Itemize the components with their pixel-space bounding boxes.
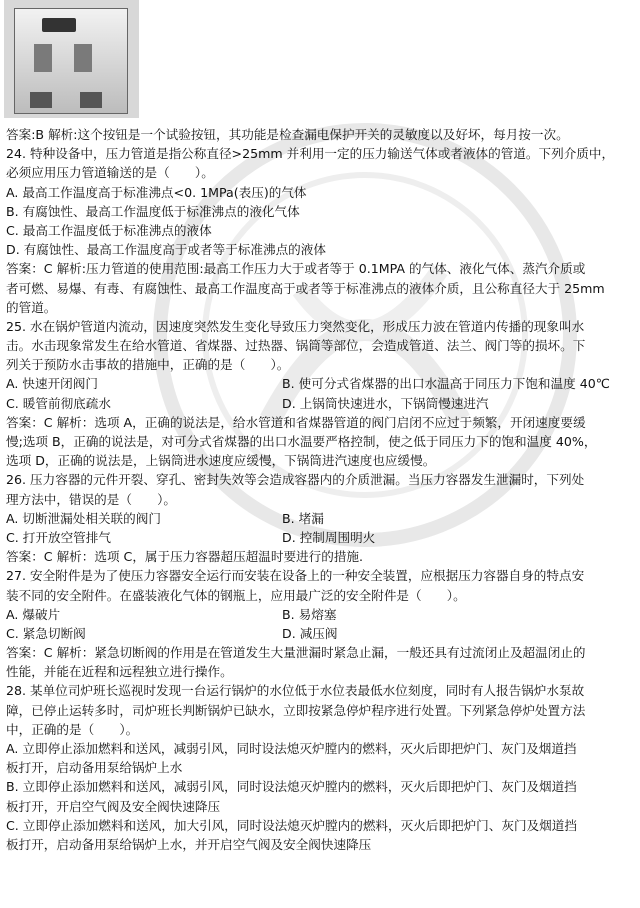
option-text: B. 易熔塞 — [282, 606, 337, 622]
option-row — [6, 605, 636, 624]
option-text: C. 紧急切断阀 — [6, 625, 86, 641]
test-button — [42, 18, 76, 32]
option-text: D. 控制周围明火 — [282, 529, 376, 545]
text-line: 27. 安全附件是为了使压力容器安全运行而安装在设备上的一种安全装置，应根据压力容器自身的特点安 — [6, 568, 585, 584]
circuit-breaker-photo — [4, 0, 139, 118]
text-line: 中，正确的是（ ）。 — [6, 721, 139, 737]
text-line: 障，已停止运转多时，司炉班长判断锅炉已缺水，立即按紧急停炉程序进行处置。下列紧急停炉处置方法 — [6, 702, 586, 718]
text-line: 板打开，启动备用泵给锅炉上水 — [6, 760, 183, 776]
text-line: 列关于预防水击事故的措施中，正确的是（ ）。 — [6, 357, 290, 373]
text-line: A. 最高工作温度高于标准沸点<0. 1MPa(表压)的气体 — [6, 184, 307, 200]
text-line: 性能，并能在近程和远程独立进行操作。 — [6, 664, 233, 680]
text-line: 者可燃、易爆、有毒、有腐蚀性、最高工作温度高于或者等于标准沸点的液体介质，且公称直径大于 25mm — [6, 280, 605, 296]
text-line: 25. 水在锅炉管道内流动，因速度突然发生变化导致压力突然变化，形成压力波在管道内传播的现象叫水 — [6, 318, 585, 334]
option-text: B. 堵漏 — [282, 510, 324, 526]
text-line: 慢;选项 B，正确的说法是，对可分式省煤器的出口水温要严格控制，使之低于同压力下的饱和温度 40%， — [6, 434, 597, 449]
text-line: 答案：C 解析：紧急切断阀的作用是在管道发生大量泄漏时紧急止漏，一般还具有过流闭止及超温闭止的 — [6, 645, 586, 661]
option-text: C. 打开放空管排气 — [6, 529, 111, 545]
option-row — [6, 528, 636, 547]
text-line: 选项 D，正确的说法是，上锅筒进水速度应缓慢，下锅筒进汽速度也应缓慢。 — [6, 453, 436, 469]
option-row — [6, 509, 636, 528]
terminal-left — [30, 92, 52, 108]
text-line: 答案：C 解析：选项 A，正确的说法是，给水管道和省煤器管道的阀门启闭不应过于频繁，开闭速度要缓 — [6, 414, 586, 430]
text-line: A. 立即停止添加燃料和送风，减弱引风，同时设法熄灭炉膛内的燃料，灭火后即把炉门、灰门及烟道挡 — [6, 741, 577, 756]
option-row — [6, 374, 636, 393]
terminal-right — [80, 92, 102, 108]
text-line: 24. 特种设备中，压力管道是指公称直径>25mm 并利用一定的压力输送气体或者液体的管道。下列介质中， — [6, 146, 615, 162]
option-text: A. 快速开闭阀门 — [6, 376, 98, 392]
text-line: C. 最高工作温度低于标准沸点的液体 — [6, 222, 212, 238]
option-row — [6, 624, 636, 643]
text-line: 答案:B 解析:这个按钮是一个试验按钮，其功能是检查漏电保护开关的灵敏度以及好坏，每月按一次。 — [6, 127, 569, 142]
text-line: 的管道。 — [6, 299, 57, 315]
text-line: D. 有腐蚀性、最高工作温度高于或者等于标准沸点的液体 — [6, 242, 326, 258]
option-row — [6, 394, 636, 413]
option-text: C. 暖管前彻底疏水 — [6, 395, 111, 411]
text-line: C. 立即停止添加燃料和送风，加大引风，同时设法熄灭炉膛内的燃料，灭火后即把炉门、灰门及烟道挡 — [6, 817, 577, 833]
option-text: D. 上锅筒快速进水，下锅筒慢速进汽 — [282, 395, 489, 411]
text-line: 击。水击现象常发生在给水管道、省煤器、过热器、锅筒等部位，会造成管道、法兰、阀门等的损坏。下 — [6, 338, 586, 354]
document-body — [6, 125, 636, 854]
option-text: A. 切断泄漏处相关联的阀门 — [6, 510, 161, 526]
text-line: 28. 某单位司炉班长巡视时发现一台运行锅炉的水位低于水位表最低水位刻度，同时有人报告锅炉水泵故 — [6, 683, 585, 699]
option-text: B. 使可分式省煤器的出口水温高于同压力下饱和温度 40℃ — [282, 376, 610, 392]
option-text: A. 爆破片 — [6, 606, 61, 622]
text-line: B. 有腐蚀性、最高工作温度低于标准沸点的液化气体 — [6, 203, 300, 219]
text-line: 装不同的安全附件。在盛装液化气体的钢瓶上，应用最广泛的安全附件是（ ）。 — [6, 587, 466, 603]
text-line: 理方法中，错误的是（ ）。 — [6, 491, 177, 507]
breaker-switch-right — [74, 44, 92, 72]
text-line: 答案：C 解析:压力管道的使用范围:最高工作压力大于或者等于 0.1MPA 的气体、液化气体、蒸汽介质或 — [6, 261, 586, 277]
text-line: 板打开，开启空气阀及安全阀快速降压 — [6, 798, 221, 814]
text-line: 26. 压力容器的元件开裂、穿孔、密封失效等会造成容器内的介质泄漏。当压力容器发生泄漏时，下列处 — [6, 472, 585, 488]
text-line: 必须应用压力管道输送的是（ ）。 — [6, 165, 214, 181]
option-text: D. 减压阀 — [282, 625, 338, 641]
text-line: 板打开，启动备用泵给锅炉上水，并开启空气阀及安全阀快速降压 — [6, 836, 372, 852]
text-line: 答案：C 解析：选项 C，属于压力容器超压超温时要进行的措施. — [6, 549, 364, 565]
breaker-switch-left — [34, 44, 52, 72]
text-line: B. 立即停止添加燃料和送风，减弱引风，同时设法熄灭炉膛内的燃料，灭火后即把炉门、灰门及烟道挡 — [6, 779, 577, 795]
